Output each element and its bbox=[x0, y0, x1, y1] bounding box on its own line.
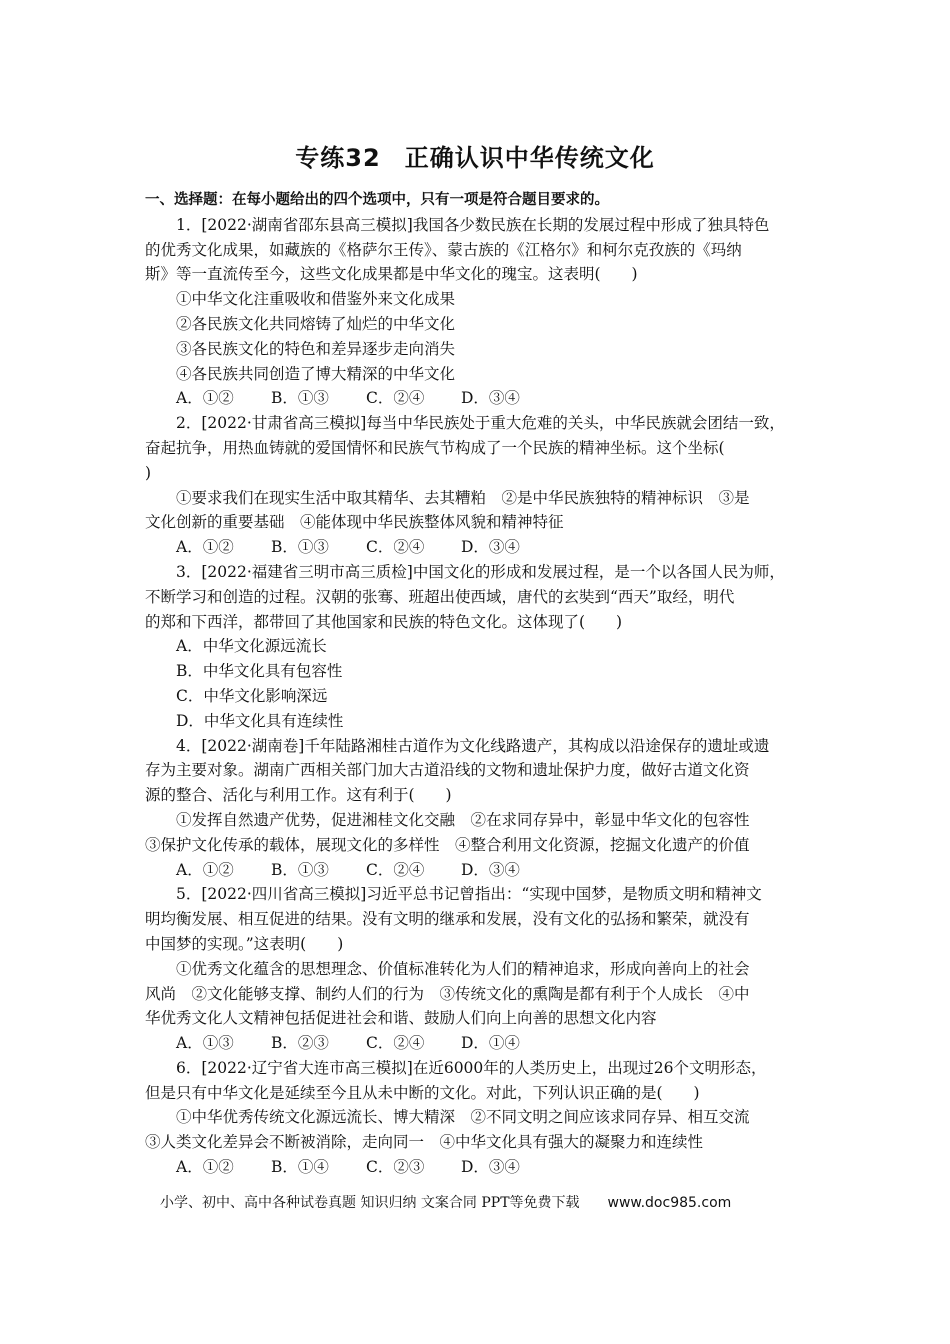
page-footer bbox=[160, 1191, 840, 1216]
q5-option-d: D．①④ bbox=[461, 1034, 520, 1053]
q4-option-b: B．①③ bbox=[271, 860, 329, 879]
page-title bbox=[0, 146, 950, 171]
q6-option-b: B．①④ bbox=[271, 1158, 329, 1177]
q1-statement-2: ②各民族文化共同熔铸了灿烂的中华文化 bbox=[176, 314, 456, 333]
question-4 bbox=[145, 734, 807, 883]
question-6 bbox=[145, 1056, 807, 1180]
q2-stem-line3: ) bbox=[145, 463, 152, 482]
title-text: 正确认识中华传统文化 bbox=[404, 144, 655, 172]
q1-stem-line2: 的优秀文化成果，如藏族的《格萨尔王传》、蒙古族的《江格尔》和柯尔克孜族的《玛纳 bbox=[145, 240, 742, 259]
q6-stem-line1: 6．[2022·辽宁省大连市高三模拟]在近6000年的人类历史上，出现过26个文明形态， bbox=[176, 1058, 767, 1077]
q1-statement-3: ③各民族文化的特色和差异逐步走向消失 bbox=[176, 339, 456, 358]
q1-option-a: A．①② bbox=[176, 389, 234, 408]
q6-option-d: D．③④ bbox=[461, 1158, 520, 1177]
q4-stem-line2: 存为主要对象。湖南广西相关部门加大古道沿线的文物和遗址保护力度，做好古道文化资 bbox=[145, 761, 750, 780]
q5-option-b: B．②③ bbox=[271, 1034, 329, 1053]
q6-statements-line2: ③人类文化差异会不断被消除，走向同一 ④中华文化具有强大的凝聚力和连续性 bbox=[145, 1133, 704, 1152]
q5-statements-line3: 华优秀文化人文精神包括促进社会和谐、鼓励人们向上向善的思想文化内容 bbox=[145, 1009, 657, 1028]
footer-site-link[interactable]: www.doc985.com bbox=[607, 1195, 732, 1211]
q1-option-d: D．③④ bbox=[461, 389, 520, 408]
q2-option-a: A．①② bbox=[176, 538, 234, 557]
q5-stem-line1: 5．[2022·四川省高三模拟]习近平总书记曾指出：“实现中国梦，是物质文明和精神文 bbox=[176, 885, 762, 904]
q4-option-c: C．②④ bbox=[366, 860, 425, 879]
q4-option-d: D．③④ bbox=[461, 860, 520, 879]
question-1 bbox=[145, 213, 807, 411]
q3-option-d: D．中华文化具有连续性 bbox=[176, 711, 344, 730]
q3-option-c: C．中华文化影响深远 bbox=[176, 686, 328, 705]
q5-options bbox=[145, 1031, 807, 1056]
q5-stem-line3: 中国梦的实现。”这表明( ) bbox=[145, 934, 344, 953]
q3-option-b: B．中华文化具有包容性 bbox=[176, 662, 343, 681]
q4-stem-line1: 4．[2022·湖南卷]千年陆路湘桂古道作为文化线路遗产，其构成以沿途保存的遗址或遗 bbox=[176, 736, 770, 755]
q6-option-c: C．②③ bbox=[366, 1158, 425, 1177]
q5-statements-line1: ①优秀文化蕴含的思想理念、价值标准转化为人们的精神追求，形成向善向上的社会 bbox=[176, 959, 750, 978]
q1-stem-line1: 1．[2022·湖南省邵东县高三模拟]我国各少数民族在长期的发展过程中形成了独具特色 bbox=[176, 215, 770, 234]
q2-stem-line1: 2．[2022·甘肃省高三模拟]每当中华民族处于重大危难的关头，中华民族就会团结一致， bbox=[176, 414, 785, 433]
q1-statement-1: ①中华文化注重吸收和借鉴外来文化成果 bbox=[176, 290, 456, 309]
footer-text: 小学、初中、高中各种试卷真题 知识归纳 文案合同 PPT等免费下载 bbox=[160, 1195, 580, 1211]
q4-statements-line2: ③保护文化传承的载体，展现文化的多样性 ④整合利用文化资源，挖掘文化遗产的价值 bbox=[145, 835, 750, 854]
q4-option-a: A．①② bbox=[176, 860, 234, 879]
q4-statements-line1: ①发挥自然遗产优势，促进湘桂文化交融 ②在求同存异中，彰显中华文化的包容性 bbox=[176, 810, 750, 829]
q1-option-c: C．②④ bbox=[366, 389, 425, 408]
q4-options bbox=[145, 858, 807, 883]
q2-statements-line2: 文化创新的重要基础 ④能体现中华民族整体风貌和精神特征 bbox=[145, 513, 564, 532]
q2-options bbox=[145, 535, 807, 560]
q4-stem-line3: 源的整合、活化与利用工作。这有利于( ) bbox=[145, 786, 452, 805]
q3-stem-line1: 3．[2022·福建省三明市高三质检]中国文化的形成和发展过程，是一个以各国人民为师， bbox=[176, 562, 785, 581]
q2-option-d: D．③④ bbox=[461, 538, 520, 557]
q5-option-a: A．①③ bbox=[176, 1034, 234, 1053]
q5-stem-line2: 明均衡发展、相互促进的结果。没有文明的继承和发展，没有文化的弘扬和繁荣，就没有 bbox=[145, 910, 750, 929]
q6-statements-line1: ①中华优秀传统文化源远流长、博大精深 ②不同文明之间应该求同存异、相互交流 bbox=[176, 1108, 750, 1127]
title-number: 专练32 bbox=[295, 144, 381, 172]
q6-option-a: A．①② bbox=[176, 1158, 234, 1177]
q1-statement-4: ④各民族共同创造了博大精深的中华文化 bbox=[176, 364, 456, 383]
q3-option-a: A．中华文化源远流长 bbox=[176, 637, 327, 656]
section-heading: 一、选择题：在每小题给出的四个选项中，只有一项是符合题目要求的。 bbox=[145, 192, 609, 208]
q6-stem-line2: 但是只有中华文化是延续至今且从未中断的文化。对此，下列认识正确的是( ) bbox=[145, 1083, 700, 1102]
q2-statements-line1: ①要求我们在现实生活中取其精华、去其糟粕 ②是中华民族独特的精神标识 ③是 bbox=[176, 488, 750, 507]
question-content bbox=[145, 188, 807, 1180]
q6-options bbox=[145, 1155, 807, 1180]
q1-stem-line3: 斯》等一直流传至今，这些文化成果都是中华文化的瑰宝。这表明( ) bbox=[145, 265, 638, 284]
q5-statements-line2: 风尚 ②文化能够支撑、制约人们的行为 ③传统文化的熏陶是都有利于个人成长 ④中 bbox=[145, 984, 750, 1003]
q1-option-b: B．①③ bbox=[271, 389, 329, 408]
q2-option-c: C．②④ bbox=[366, 538, 425, 557]
question-5 bbox=[145, 882, 807, 1056]
q2-stem-line2: 奋起抗争，用热血铸就的爱国情怀和民族气节构成了一个民族的精神坐标。这个坐标( bbox=[145, 438, 725, 457]
question-3 bbox=[145, 560, 807, 734]
q3-stem-line2: 不断学习和创造的过程。汉朝的张骞、班超出使西域，唐代的玄奘到“西天”取经，明代 bbox=[145, 587, 735, 606]
q1-options bbox=[145, 386, 807, 411]
q5-option-c: C．②④ bbox=[366, 1034, 425, 1053]
q3-stem-line3: 的郑和下西洋，都带回了其他国家和民族的特色文化。这体现了( ) bbox=[145, 612, 623, 631]
question-2 bbox=[145, 411, 807, 560]
q2-option-b: B．①③ bbox=[271, 538, 329, 557]
